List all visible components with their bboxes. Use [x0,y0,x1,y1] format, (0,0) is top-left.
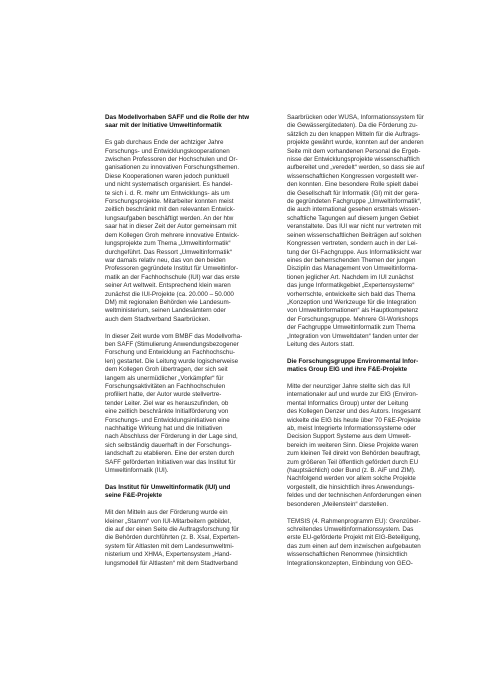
body-text-line: der Fachgruppe Umweltinformatik zum Thema [287,324,416,332]
body-text-line: Umweltinformatik (IUI). [105,467,169,475]
body-text-line: zunächst die IUI-Projekte (ca. 20.000 – 50.000 [105,290,234,298]
body-text-line: und nicht systematisch organisiert. Es handel- [105,181,233,189]
body-text-line: feldes und der technischen Anforderungen einen [287,492,422,500]
body-text-line: die Gesellschaft für Informatik (GI) mit der gera- [287,189,420,197]
body-text-line: eines der beherrschenden Themen der jungen [287,256,416,264]
body-text-line: nachhaltige Wirkung hat und die Initiativen [105,425,223,433]
right-column [287,114,447,568]
body-text-line: Diese Kooperationen waren jedoch punktuell [105,172,230,180]
body-text-line: Forschungs- und Entwicklungsinitiativen eine [105,416,230,424]
body-text-line: bereich im weiteren Sinn. Diese Projekte waren [287,441,419,449]
body-text-line: die auf der einen Seite die Auftragsforschung für [105,525,239,533]
body-text-line: besonderen „Meilenstein“ darstellen. [287,500,389,508]
body-text-line: wissenschaftlichen Renommee (hinsichtlich [287,551,408,559]
body-text-line: zum kleinen Teil direkt von Behörden beauftragt, [287,450,421,458]
body-text-line: Es gab durchaus Ende der achtziger Jahre [105,139,224,147]
body-text-line: dem Kollegen Groh übertragen, der sich seit [105,366,228,374]
body-text-line: war damals relativ neu, das von den beiden [105,256,226,264]
body-text-line: Saarbrücken oder WUSA, Informationssystem für [287,114,424,121]
body-text-line: vorgestellt, die hinsichtlich ihres Anwendungs- [287,483,415,491]
body-text-line: tung der GI-Fachgruppe. Aus Informatiksicht war [287,248,422,256]
section-heading-line: Die Forschungsgruppe Environmental Infor- [287,357,419,365]
paragraph-gap [105,131,265,139]
body-text-line: In dieser Zeit wurde vom BMBF das Modellvorha- [105,332,243,340]
body-text-line: de gegründeten Fachgruppe „Umweltinformatik“, [287,198,422,206]
body-text-line: nisse der Entwicklungsprojekte wissenschaftlich [287,156,420,164]
body-text-line: Decision Support Systeme aus dem Umwelt- [287,433,412,441]
body-text-line: schaftliche Tagungen auf diesem jungen Gebiet [287,214,419,222]
body-text-line: SAFF geförderten Initiativen war das Institut für [105,458,236,466]
body-text-line: „Konzeption und Werkzeuge für die Integration [287,298,417,306]
body-text-line: die Gewässergütedaten). Da die Förderung zu- [287,122,418,130]
body-text-line: weltministerium, seinen Landesämtern oder [105,307,226,315]
section-heading-line: Das Modellvorhaben SAFF und die Rolle der htw [105,114,250,121]
body-text-line: vorherrschte, entwickelte sich bald das Thema [287,290,416,298]
body-text-line: landschaft zu etablieren. Eine der ersten durch [105,450,235,458]
body-text-line: nisterium und XHMA, Expertensystem „Hand- [105,551,232,559]
body-text-line: zeitlich beschränkt mit den relevanten Entwick- [105,206,235,214]
body-text-line: tender Leiter. Ziel war es herauszufinden, ob [105,399,229,407]
body-text-line: seinen wissenschaftlichen Beiträgen auf solchen [287,231,422,239]
body-text-line: ab, meist Integrierte Informationssysteme oder [287,425,416,433]
body-text-line: durchgeführt. Das Ressort „Umweltinformatik“ [105,248,232,256]
section-heading-line: seine F&E-Projekte [105,492,162,500]
body-text-line: system für Altlasten mit dem Landesumweltmi- [105,542,234,550]
body-text-line: Nachfolgend werden vor allem solche Projekte [287,475,416,483]
paragraph-gap [287,375,447,383]
body-text-line: Seite mit dem vorhandenen Personal die Ergeb- [287,147,421,155]
paragraph-gap [287,509,447,517]
body-text-line: Forschungsprojekte. Mitarbeiter konnten meist [105,198,234,206]
body-text-line: DM) mit regionalen Behörden wie Landesum- [105,298,231,306]
body-text-line: ganisationen zu innovativen Forschungsthemen. [105,164,240,172]
body-text-line: zum größeren Teil öffentlich gefördert durch EU [287,458,419,466]
body-text-line: matik an der Fachhochschule (IUI) war das erste [105,273,240,281]
body-text-line: Professoren gegründete Institut für Umweltinfor- [105,265,239,273]
body-text-line: lungsmodell für Altlasten“ mit dem Stadtverband [105,559,238,567]
section-heading-line: Das Institut für Umweltinformatik (IUI) und [105,483,231,491]
paragraph-gap [287,349,447,357]
body-text-line: eine zeitlich beschränkte Initialförderung von [105,408,229,416]
body-text-line: saar hat in dieser Zeit der Autor gemeinsam mit [105,223,237,231]
body-text-line: Leitung des Autors statt. [287,340,355,348]
body-text-line: Integrationskonzepten, Einbindung von GEO- [287,559,413,567]
body-text-line: lungsaufgaben beschäftigt werden. An der htw [105,214,234,222]
body-text-line: des Kollegen Denzer und des Autors. Insgesamt [287,408,421,416]
body-text-line: das junge Informatikgebiet „Expertensysteme“ [287,282,415,290]
section-heading-line: saar mit der Initiative Umweltinformatik [105,122,222,130]
body-text-line: wickelte die EIG bis heute über 70 F&E-Projekte [287,416,421,424]
body-text-line: seiner Art weltweit. Entsprechend klein waren [105,282,231,290]
body-text-line: dem Kollegen Groh mehrere innovative Entwick- [105,231,240,239]
body-text-line: tionen jeglicher Art. Nachdem im IUI zunächst [287,273,414,281]
body-text-line: „Integration von Umweltdaten“ fanden unter der [287,332,419,340]
body-text-line: sätzlich zu den knappen Mitteln für die Auftrags- [287,130,421,138]
body-text-line: profiliert hatte, der Autor wurde stellvertre- [105,391,222,399]
body-text-line: projekte gewährt wurde, konnten auf der anderen [287,139,424,147]
body-text-line: Forschungsaktivitäten an Fachhochschulen [105,383,226,390]
body-text-line: mental Informatics Group) unter der Leitung [287,399,409,407]
body-text-line: auch dem Stadtverband Saarbrücken. [105,315,211,323]
body-text-line: te sich i. d. R. mehr um Entwicklungs- als um [105,189,230,197]
body-text-line: ben SAFF (Stimulierung Anwendungsbezogener [105,340,239,348]
body-text-line: lungsprojekte zum Thema „Umweltinformatik“ [105,240,231,248]
body-text-line: den konnten. Eine besondere Rolle spielt dabei [287,181,418,189]
body-text-line: sich selbständig dauerhaft in der Forschungs- [105,441,232,449]
body-text-line: Forschung und Entwicklung an Fachhochschu- [105,349,235,357]
body-text-line: Mit den Mitteln aus der Förderung wurde ein [105,509,228,517]
left-column [105,114,265,568]
body-text-line: langem als unermüdlicher „Vorkämpfer“ für [105,374,224,382]
body-text-line: Mitte der neunziger Jahre stellte sich das IUI [287,383,411,390]
body-text-line: veranstaltete. Das IUI war nicht nur vertreten mit [287,223,422,231]
section-heading-line: matics Group EIG und ihre F&E-Projekte [287,366,408,374]
body-text-line: Forschungs- und Entwicklungskooperationen [105,147,230,155]
body-text-line: len) gestartet. Die Leitung wurde logischerweise [105,357,239,365]
paragraph-gap [105,475,265,483]
body-text-line: zwischen Professoren der Hochschulen und Or- [105,156,238,164]
body-text-line: der Forschungsgruppe. Mehrere GI-Workshops [287,315,419,323]
body-text-line: die Behörden durchführten (z. B. Xsal, Experten- [105,534,240,542]
body-text-line: nach Abschluss der Förderung in der Lage sind, [105,433,238,441]
body-text-line: (hauptsächlich) oder Bund (z. B. AiF und ZIM). [287,467,416,475]
body-text-line: von Umweltinformationen“ als Hauptkompetenz [287,307,419,315]
body-text-line: wissenschaftlichen Kongressen vorgestellt wer- [287,172,419,180]
body-text-line: aufbereitet und „veredelt“ werden, so dass sie auf [287,164,425,172]
body-text-line: schreitendes Umweltinformationssystem. Das [287,525,414,533]
body-text-line: Disziplin das Management von Umweltinforma- [287,265,418,273]
paragraph-gap [105,501,265,509]
body-text-line: Kongressen vertreten, sondern auch in der Lei- [287,240,418,248]
paragraph-gap [105,324,265,332]
body-text-line: internationaler auf und wurde zur EIG (Environ- [287,391,418,399]
body-text-line: die auch international gesehen erstmals wissen- [287,206,421,214]
body-text-line: kleiner „Stamm“ von IUI-Mitarbeitern gebildet, [105,517,232,525]
body-text-line: erste EU-geförderte Projekt mit EIG-Beteiligung, [287,534,421,542]
body-text-line: TEMSIS (4. Rahmenprogramm EU): Grenzüber- [287,517,421,525]
body-text-line: das zum einen auf dem inzwischen aufgebauten [287,542,421,550]
